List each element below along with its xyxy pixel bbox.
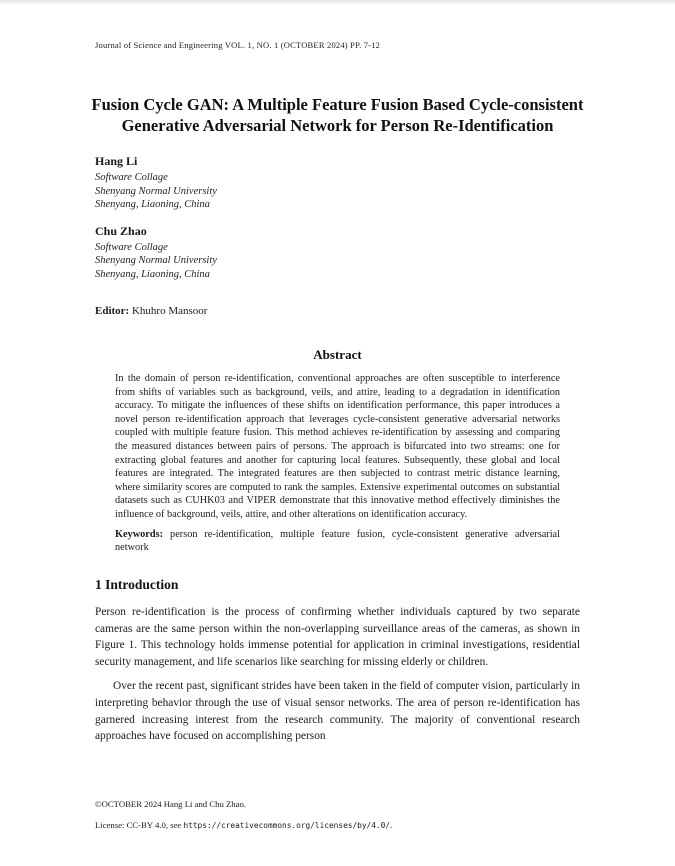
abstract-text: In the domain of person re-identification, conventional approaches are often susceptible to interference from shifts of variables such as background, veils, and attire, leading to a degradation in identification accuracy. To mitigate the influences of these shifts on identification performance, this paper introduces a novel person re-identification approach that leverages cycle-consistent generative adversarial networks coupled with multiple feature fusion. This method achieves re-identification by assessing and comparing the measured distances between pairs of persons. The approach is bifurcated into two streams: one for extracting global features and another for capturing local features. Subsequently, these global and local features are integrated. The integrated features are then subjected to contrast metric distance learning, where similarity scores are computed to rank the samples. Extensive experimental outcomes on substantial datasets such as CUHK03 and VIPER demonstrate that this innovative method effectively diminishes the influence of background, veils, attire, and other alterations on identification accuracy. — [115, 373, 560, 520]
author-affiliation-line: Software Collage — [95, 241, 168, 253]
author-affiliation-line: Shenyang, Liaoning, China — [95, 199, 210, 210]
author-block — [95, 224, 580, 282]
section-heading-introduction: 1 Introduction — [95, 576, 179, 592]
editor-label: Editor: — [95, 305, 130, 317]
author-affiliation-line: Shenyang, Liaoning, China — [95, 268, 210, 280]
license-prefix: License: CC-BY 4.0, see — [95, 820, 184, 830]
abstract-heading: Abstract — [313, 347, 362, 362]
author-affiliation-line: Shenyang Normal University — [95, 255, 217, 266]
author-affiliation-line: Shenyang Normal University — [95, 185, 217, 197]
page-title: Fusion Cycle GAN: A Multiple Feature Fusion Based Cycle-consistent Generative Adversarial Network for Person Re-Identification — [91, 95, 584, 135]
license-line — [95, 819, 580, 832]
copyright-line: ©OCTOBER 2024 Hang Li and Chu Zhao. — [95, 799, 246, 809]
page-top-edge — [0, 0, 675, 5]
editor-line — [95, 305, 580, 317]
editor-name: Khuhro Mansoor — [131, 305, 208, 317]
intro-paragraph: Over the recent past, significant strides have been taken in the field of computer vision, particularly in interpreting behavior through the use of visual sensor networks. The area of person re-identification has garnered increasing interest from the research community. The majority of conventional research approaches have focused on accomplishing person — [95, 679, 580, 743]
authors-section — [95, 154, 580, 281]
keywords-text: person re-identification, multiple feature fusion, cycle-consistent generative adversarial network — [115, 528, 560, 554]
intro-paragraph: Person re-identification is the process of confirming whether individuals captured by two separate cameras are the same person within the non-overlapping surveillance areas of the cameras, as shown in Figure 1. This technology holds immense potential for application in criminal investigations, residential security management, and life scenarios like searching for missing elderly or children. — [95, 605, 580, 669]
author-affiliation-line: Software Collage — [95, 172, 168, 183]
author-name: Chu Zhao — [95, 223, 147, 238]
journal-header: Journal of Science and Engineering VOL. 1, NO. 1 (OCTOBER 2024) PP. 7-12 — [95, 40, 381, 50]
license-suffix: . — [390, 820, 393, 830]
keywords-line — [115, 528, 560, 555]
keywords-label: Keywords: — [115, 528, 164, 540]
author-block — [95, 154, 580, 212]
page-footer — [95, 798, 580, 832]
author-name: Hang Li — [95, 154, 138, 168]
license-url-link[interactable]: https://creativecommons.org/licenses/by/4.0/ — [183, 821, 391, 830]
